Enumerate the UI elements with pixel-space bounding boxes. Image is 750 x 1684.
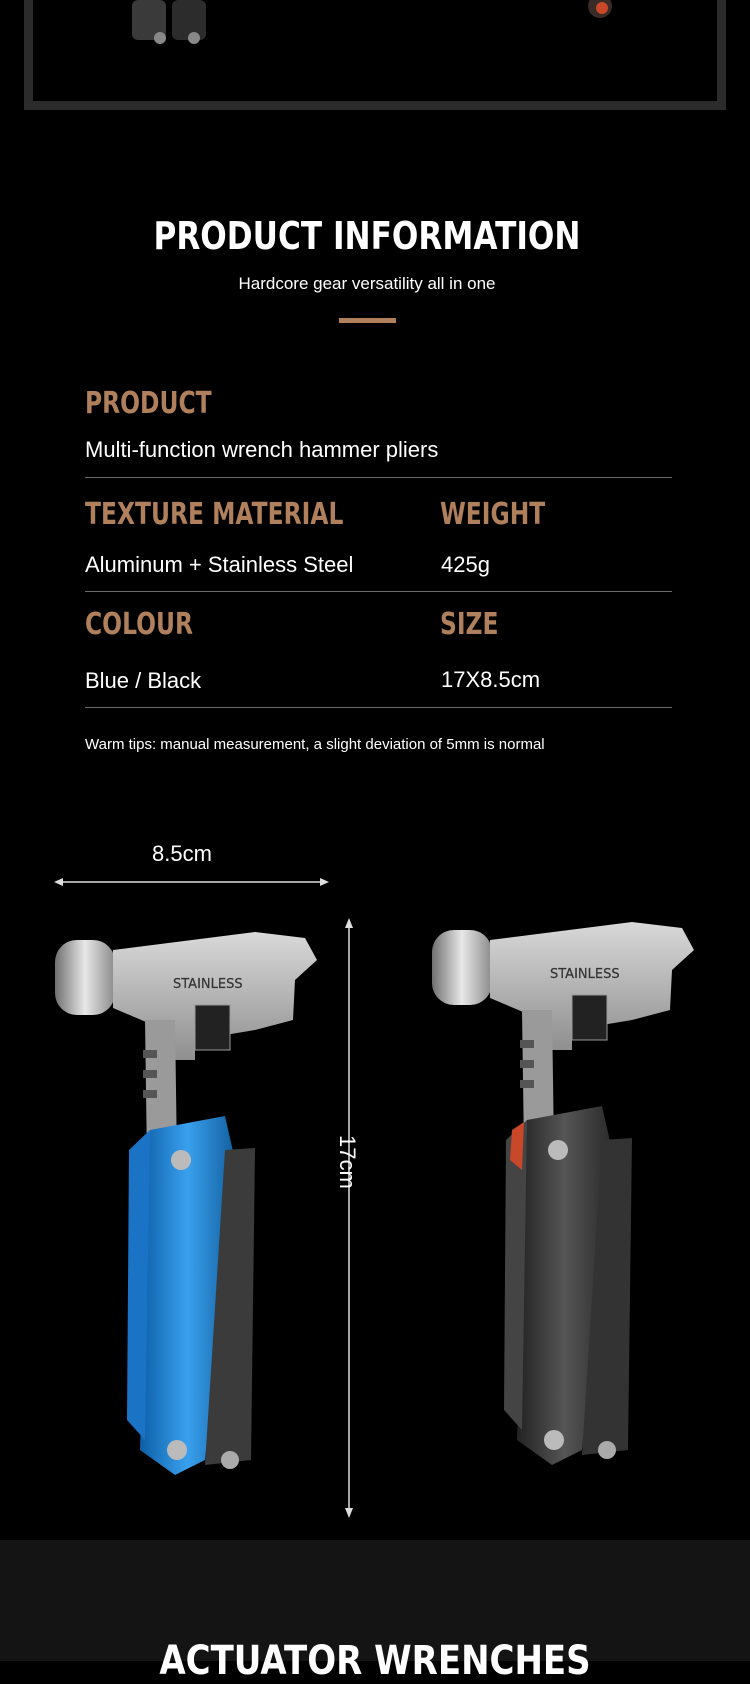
page-title: PRODUCT INFORMATION bbox=[153, 214, 581, 258]
divider-2 bbox=[85, 591, 672, 592]
warm-tip: Warm tips: manual measurement, a slight deviation of 5mm is normal bbox=[85, 736, 545, 753]
width-dimension-label: 8.5cm bbox=[152, 841, 212, 866]
material-label: TEXTURE MATERIAL bbox=[85, 497, 344, 532]
size-value: 17X8.5cm bbox=[441, 667, 541, 692]
tool-thumbnail-right bbox=[580, 0, 620, 22]
tool-thumbnail-left bbox=[128, 0, 218, 50]
height-dimension-label: 17cm bbox=[335, 1135, 360, 1189]
material-value: Aluminum + Stainless Steel bbox=[85, 552, 354, 577]
weight-value: 425g bbox=[441, 552, 490, 577]
page-subtitle: Hardcore gear versatility all in one bbox=[238, 274, 496, 293]
black-multitool-image bbox=[432, 910, 702, 1510]
svg-text:STAINLESS: STAINLESS bbox=[173, 977, 243, 992]
blue-multitool-image bbox=[55, 920, 325, 1520]
weight-label: WEIGHT bbox=[440, 497, 546, 532]
colour-value: Blue / Black bbox=[85, 668, 202, 693]
divider-3 bbox=[85, 707, 672, 708]
colour-label: COLOUR bbox=[85, 607, 194, 642]
product-label: PRODUCT bbox=[85, 386, 212, 421]
next-section-heading: ACTUATOR WRENCHES bbox=[159, 1638, 591, 1684]
svg-text:STAINLESS: STAINLESS bbox=[550, 967, 620, 982]
width-dimension-arrow bbox=[54, 874, 329, 890]
size-label: SIZE bbox=[440, 607, 499, 642]
divider-1 bbox=[85, 477, 672, 478]
title-divider bbox=[339, 318, 396, 323]
product-value: Multi-function wrench hammer pliers bbox=[85, 437, 439, 462]
height-dimension-arrow bbox=[341, 918, 357, 1518]
